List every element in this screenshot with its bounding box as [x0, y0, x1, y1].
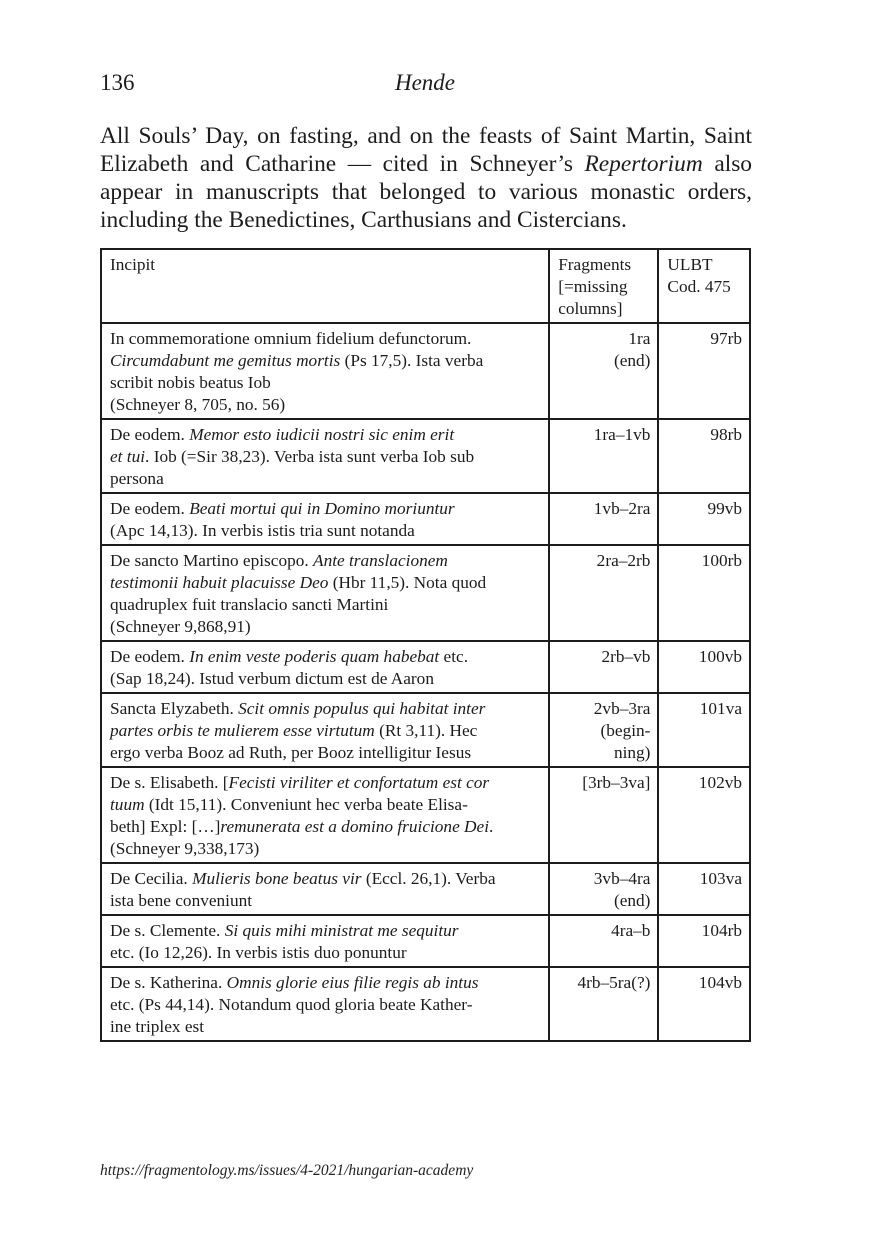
incipit-cell: De s. Katherina. Omnis glorie eius filie regis ab intus etc. (Ps 44,14). Notandum quod gloria beate Kather- ine triplex est [101, 967, 549, 1041]
intro-line: appear in manuscripts that belonged to various monastic orders, [100, 179, 752, 205]
ulbt-cell: 97rb [658, 323, 750, 419]
table-row [101, 915, 750, 967]
table-row [101, 863, 750, 915]
incipit-cell: In commemoratione omnium fidelium defunctorum. Circumdabunt me gemitus mortis (Ps 17,5). Ista verba scribit nobis beatus Iob (Schneyer 8, 705, no. 56) [101, 323, 549, 419]
intro-paragraph [100, 122, 752, 234]
fragments-cell: 2rb–vb [549, 641, 658, 693]
intro-line [100, 150, 752, 178]
ulbt-cell: 102vb [658, 767, 750, 863]
fragments-cell: 1ra (end) [549, 323, 658, 419]
fragments-cell: 4rb–5ra(?) [549, 967, 658, 1041]
intro-line: All Souls’ Day, on fasting, and on the feasts of Saint Martin, Saint [100, 123, 752, 149]
intro-text: Elizabeth and Catharine — cited in Schneyer’s [100, 151, 585, 177]
sermon-table [100, 248, 751, 1042]
table-row [101, 641, 750, 693]
fragments-cell: 3vb–4ra (end) [549, 863, 658, 915]
ulbt-cell: 101va [658, 693, 750, 767]
intro-line: including the Benedictines, Carthusians and Cistercians. [100, 207, 627, 233]
ulbt-cell: 99vb [658, 493, 750, 545]
incipit-cell: De Cecilia. Mulieris bone beatus vir (Eccl. 26,1). Verba ista bene conveniunt [101, 863, 549, 915]
intro-text: also [702, 151, 752, 177]
running-title: Hende [394, 70, 456, 95]
fragments-cell: 2vb–3ra (begin- ning) [549, 693, 658, 767]
header-fragments: Fragments [=missing columns] [549, 249, 658, 323]
incipit-cell: De s. Elisabeth. [Fecisti viriliter et confortatum est cor tuum (Idt 15,11). Conveniunt hec verba beate Elisa- beth] Expl: […]remunerata est a domino fruicione Dei. (Schneyer 9,338,173) [101, 767, 549, 863]
table-row [101, 693, 750, 767]
fragments-cell: 4ra–b [549, 915, 658, 967]
header-incipit: Incipit [101, 249, 549, 323]
incipit-cell: Sancta Elyzabeth. Scit omnis populus qui habitat inter partes orbis te mulierem esse virtutum (Rt 3,11). Hec ergo verba Booz ad Ruth, per Booz intelligitur Iesus [101, 693, 549, 767]
ulbt-cell: 104rb [658, 915, 750, 967]
ulbt-cell: 100rb [658, 545, 750, 641]
fragments-cell: 2ra–2rb [549, 545, 658, 641]
table-row [101, 419, 750, 493]
ulbt-cell: 98rb [658, 419, 750, 493]
incipit-cell: De eodem. Beati mortui qui in Domino moriuntur (Apc 14,13). In verbis istis tria sunt notanda [101, 493, 549, 545]
table-row [101, 967, 750, 1041]
footer-url-link[interactable]: https://fragmentology.ms/issues/4-2021/hungarian-academy [100, 1162, 474, 1179]
incipit-cell: De eodem. Memor esto iudicii nostri sic enim erit et tui. Iob (=Sir 38,23). Verba ista sunt verba Iob sub persona [101, 419, 549, 493]
table-row [101, 493, 750, 545]
table-row [101, 545, 750, 641]
fragments-cell: 1vb–2ra [549, 493, 658, 545]
page-header [100, 70, 750, 102]
ulbt-cell: 103va [658, 863, 750, 915]
fragments-cell: [3rb–3va] [549, 767, 658, 863]
intro-title-italic: Repertorium [584, 151, 703, 177]
header-ulbt: ULBT Cod. 475 [658, 249, 750, 323]
incipit-cell: De eodem. In enim veste poderis quam habebat etc. (Sap 18,24). Istud verbum dictum est de Aaron [101, 641, 549, 693]
table-row [101, 323, 750, 419]
page-number: 136 [100, 70, 135, 95]
table-row [101, 767, 750, 863]
table-header-row [101, 249, 750, 323]
fragments-cell: 1ra–1vb [549, 419, 658, 493]
incipit-cell: De sancto Martino episcopo. Ante translacionem testimonii habuit placuisse Deo (Hbr 11,5). Nota quod quadruplex fuit translacio sancti Martini (Schneyer 9,868,91) [101, 545, 549, 641]
ulbt-cell: 104vb [658, 967, 750, 1041]
incipit-cell: De s. Clemente. Si quis mihi ministrat me sequitur etc. (Io 12,26). In verbis istis duo ponuntur [101, 915, 549, 967]
ulbt-cell: 100vb [658, 641, 750, 693]
